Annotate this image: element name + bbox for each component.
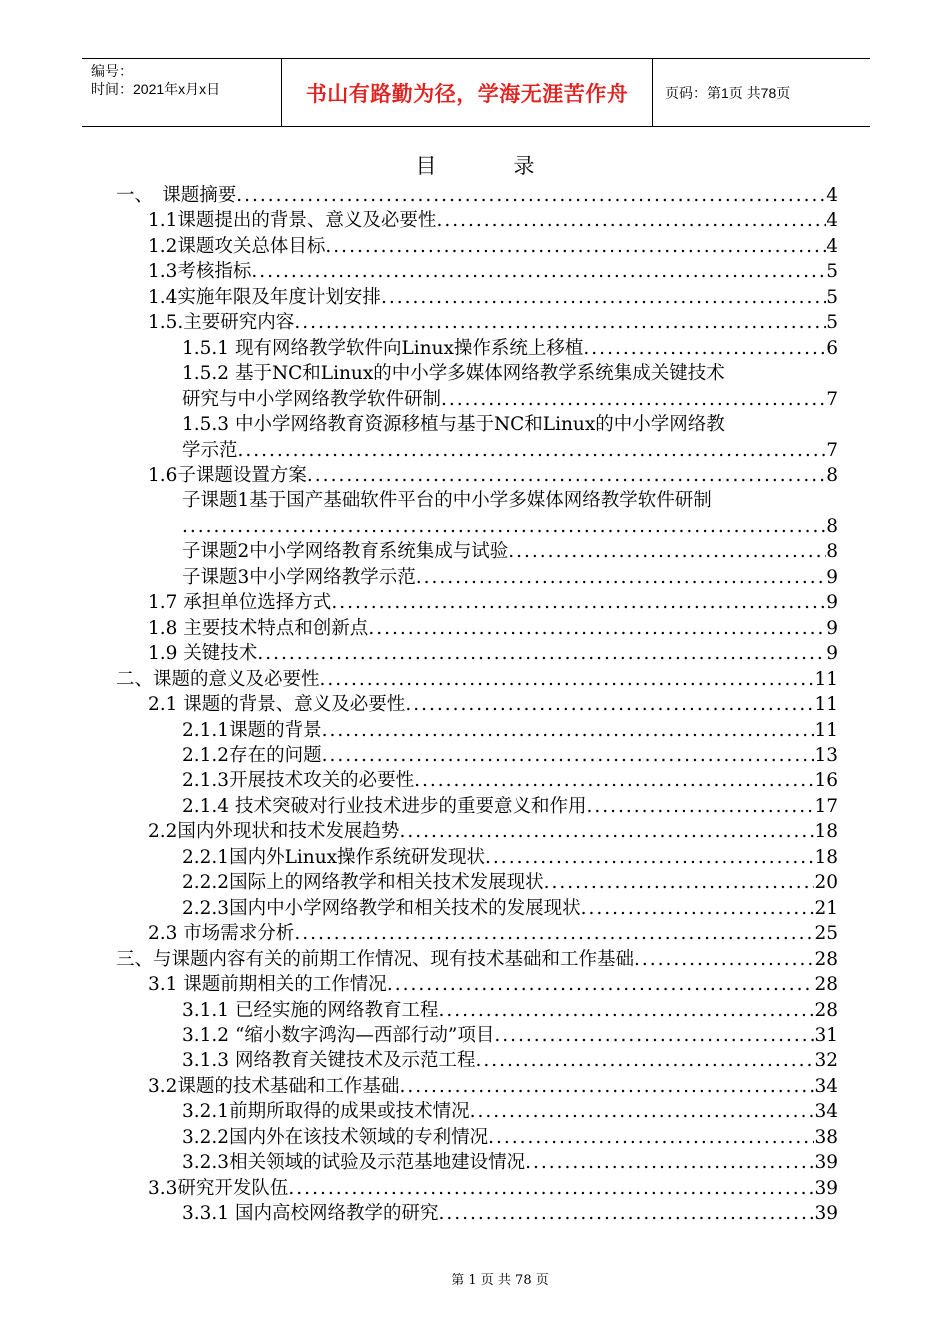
toc-entry[interactable] — [0, 768, 838, 793]
toc-entry[interactable] — [0, 743, 838, 768]
toc-page-number: 25 — [814, 923, 838, 945]
toc-leader-dots — [288, 1176, 814, 1201]
toc-entry[interactable] — [0, 845, 838, 870]
toc-entry[interactable] — [0, 641, 838, 666]
toc-leader-dots — [399, 819, 814, 844]
toc-entry[interactable] — [0, 921, 838, 946]
toc-entry[interactable] — [0, 1125, 838, 1150]
toc-leader-dots — [399, 1074, 814, 1099]
page-header — [82, 58, 870, 127]
toc-page-number: 39 — [814, 1177, 838, 1199]
toc-entry[interactable] — [0, 310, 838, 335]
toc-entry-title: 2.2.1国内外Linux操作系统研发现状 — [182, 846, 486, 868]
toc-page-number: 9 — [826, 566, 838, 588]
toc-page-number: 9 — [826, 617, 838, 639]
toc-entry-title: 2.1 课题的背景、意义及必要性 — [148, 694, 406, 716]
toc-entry-title: 子课题3中小学网络教学示范 — [182, 566, 416, 588]
toc-leader-dots — [182, 514, 826, 539]
toc-leader-dots — [586, 794, 814, 819]
toc-page-number: 31 — [814, 1024, 838, 1046]
toc-entry-title: 3.1 课题前期相关的工作情况 — [148, 974, 387, 996]
toc-page-number: 18 — [814, 846, 838, 868]
toc-entry-title: 1.1课题提出的背景、意义及必要性 — [148, 210, 437, 232]
toc-entry-title: 1.9 关键技术 — [148, 643, 258, 665]
toc-entry[interactable] — [0, 1176, 838, 1201]
toc-leader-dots — [525, 1150, 814, 1175]
toc-page-number: 5 — [826, 312, 838, 334]
toc-entry-title: 2.1.3开展技术攻关的必要性 — [182, 770, 415, 792]
toc-entry[interactable] — [0, 590, 838, 615]
toc-entry[interactable] — [0, 1150, 838, 1175]
header-page-code: 页码：第1页 共78页 — [665, 84, 791, 101]
toc-entry-title: 1.8 主要技术特点和创新点 — [148, 617, 369, 639]
toc-entry[interactable] — [0, 336, 838, 361]
toc-leader-dots — [508, 539, 826, 564]
toc-entry-title: 1.5.主要研究内容 — [148, 312, 295, 334]
toc-entry[interactable] — [0, 1074, 838, 1099]
toc-page-number: 18 — [814, 821, 838, 843]
toc-entry-title: 子课题2中小学网络教育系统集成与试验 — [182, 541, 509, 563]
toc-leader-dots — [387, 972, 815, 997]
page-footer: 第 1 页 共 78 页 — [451, 1273, 549, 1288]
toc-page-number: 4 — [826, 185, 838, 206]
toc-leader-dots — [416, 565, 826, 590]
toc-entry[interactable] — [0, 896, 838, 921]
toc-entry-line — [182, 412, 838, 437]
toc-entry[interactable] — [0, 794, 838, 819]
toc-entry-title: 3.2.2国内外在该技术领域的专利情况 — [182, 1126, 489, 1148]
toc-page-number: 5 — [826, 261, 838, 283]
toc-leader-dots — [238, 438, 827, 463]
toc-entry[interactable] — [0, 998, 838, 1023]
toc-entry-line — [182, 361, 838, 386]
toc-entry[interactable] — [0, 718, 838, 743]
toc-leader-dots — [436, 208, 826, 233]
toc-leader-dots — [441, 387, 826, 412]
toc-leader-dots — [320, 667, 815, 692]
toc-entry[interactable] — [0, 234, 838, 259]
toc-entry-title: 2.3 市场需求分析 — [148, 923, 295, 945]
toc-entry-title: 2.2国内外现状和技术发展趋势 — [148, 821, 400, 843]
toc-page-number: 34 — [814, 1075, 838, 1097]
toc-page-number: 8 — [826, 515, 838, 537]
toc-entry-title: 1.4实施年限及年度计划安排 — [148, 286, 381, 308]
toc-entry-title: 3.3研究开发队伍 — [148, 1177, 289, 1199]
toc-leader-dots — [414, 768, 814, 793]
toc-entry[interactable] — [0, 819, 838, 844]
toc-leader-dots — [294, 310, 826, 335]
toc-leader-dots — [438, 998, 814, 1023]
toc-entry-title: 2.2.2国际上的网络教学和相关技术发展现状 — [182, 872, 544, 894]
header-motto: 书山有路勤为径，学海无涯苦作舟 — [305, 81, 629, 106]
toc-entry[interactable] — [0, 870, 838, 895]
toc-entry[interactable] — [0, 692, 838, 717]
toc-leader-dots — [583, 336, 826, 361]
toc-page-number: 39 — [814, 1152, 838, 1174]
table-of-contents — [0, 183, 950, 1227]
toc-page-number: 21 — [814, 897, 838, 919]
toc-page-number: 38 — [814, 1126, 838, 1148]
toc-page-number: 39 — [814, 1203, 838, 1225]
toc-entry-title: 1.5.2 基于NC和Linux的中小学多媒体网络教学系统集成关键技术 — [182, 363, 725, 385]
toc-page-number: 11 — [814, 694, 838, 716]
toc-entry[interactable] — [0, 1048, 838, 1073]
toc-entry[interactable] — [0, 972, 838, 997]
toc-entry-title: 二、课题的意义及必要性 — [116, 668, 320, 690]
toc-leader-dots — [236, 183, 826, 208]
toc-leader-dots — [438, 1201, 814, 1226]
toc-leader-dots — [381, 285, 826, 310]
toc-entry-line — [182, 514, 838, 539]
toc-entry-title: 1.6子课题设置方案 — [148, 464, 307, 486]
toc-entry[interactable] — [0, 1099, 838, 1124]
toc-page-number: 11 — [814, 719, 838, 741]
toc-leader-dots — [581, 896, 815, 921]
toc-entry[interactable] — [0, 947, 838, 972]
toc-entry-title: 1.2课题攻关总体目标 — [148, 235, 326, 257]
toc-entry-title: 三、与课题内容有关的前期工作情况、现有技术基础和工作基础 — [116, 948, 635, 970]
toc-entry[interactable] — [0, 183, 838, 208]
header-motto-cell — [281, 59, 653, 126]
toc-leader-dots — [322, 718, 815, 743]
toc-entry[interactable] — [0, 463, 838, 488]
toc-page-number: 9 — [826, 643, 838, 665]
toc-leader-dots — [251, 259, 826, 284]
toc-page-number: 28 — [814, 974, 838, 996]
header-meta — [82, 59, 281, 126]
toc-leader-dots — [325, 234, 826, 259]
toc-leader-dots — [331, 590, 826, 615]
toc-entry-title: 1.5.1 现有网络教学软件向Linux操作系统上移植 — [182, 337, 584, 359]
toc-entry-title: 3.1.3 网络教育关键技术及示范工程 — [182, 1050, 476, 1072]
toc-page-number: 6 — [826, 337, 838, 359]
toc-entry-title: 3.2.3相关领域的试验及示范基地建设情况 — [182, 1152, 526, 1174]
toc-page-number: 16 — [814, 770, 838, 792]
toc-entry[interactable] — [0, 412, 838, 463]
toc-entry-title: 学示范 — [182, 439, 238, 461]
toc-leader-dots — [257, 641, 826, 666]
toc-entry-title: 3.2.1前期所取得的成果或技术情况 — [182, 1101, 470, 1123]
toc-entry[interactable] — [0, 539, 838, 564]
toc-page-number: 17 — [814, 795, 838, 817]
toc-entry[interactable] — [0, 616, 838, 641]
toc-entry[interactable] — [0, 667, 838, 692]
toc-entry[interactable] — [0, 488, 838, 539]
toc-page-number: 11 — [814, 668, 838, 690]
toc-page-number: 5 — [826, 286, 838, 308]
toc-leader-dots — [470, 1099, 815, 1124]
toc-entry-title: 3.1.1 已经实施的网络教育工程 — [182, 999, 439, 1021]
toc-page-number: 8 — [826, 541, 838, 563]
toc-leader-dots — [475, 1048, 814, 1073]
toc-entry-title: 3.3.1 国内高校网络教学的研究 — [182, 1203, 439, 1225]
toc-entry[interactable] — [0, 208, 838, 233]
toc-entry[interactable] — [0, 361, 838, 412]
toc-entry[interactable] — [0, 565, 838, 590]
toc-page-number: 34 — [814, 1101, 838, 1123]
toc-entry[interactable] — [0, 285, 838, 310]
toc-page-number: 4 — [826, 210, 838, 232]
toc-page-number: 20 — [814, 872, 838, 894]
toc-entry-line — [182, 438, 838, 463]
toc-page-number: 32 — [814, 1050, 838, 1072]
toc-leader-dots — [405, 692, 814, 717]
toc-leader-dots — [485, 845, 814, 870]
toc-entry-line — [182, 387, 838, 412]
toc-page-number: 13 — [814, 744, 838, 766]
toc-title: 目 录 — [415, 154, 563, 178]
toc-page-number: 4 — [826, 235, 838, 257]
toc-leader-dots — [544, 870, 815, 895]
toc-entry[interactable] — [0, 1201, 838, 1226]
toc-leader-dots — [488, 1125, 814, 1150]
toc-entry-line — [182, 488, 838, 513]
toc-page-number: 7 — [826, 388, 838, 410]
toc-entry-title: 2.1.2存在的问题 — [182, 744, 322, 766]
toc-entry-title: 子课题1基于国产基础软件平台的中小学多媒体网络教学软件研制 — [182, 490, 712, 512]
toc-leader-dots — [307, 463, 826, 488]
number-label: 编号： — [91, 63, 133, 79]
toc-entry-title: 3.1.2 “缩小数字鸿沟—西部行动”项目 — [182, 1024, 495, 1046]
toc-page-number: 28 — [814, 948, 838, 970]
toc-page-number: 8 — [826, 464, 838, 486]
toc-leader-dots — [494, 1023, 814, 1048]
toc-entry[interactable] — [0, 1023, 838, 1048]
toc-page-number: 28 — [814, 999, 838, 1021]
toc-entry-title: 2.2.3国内中小学网络教学和相关技术的发展现状 — [182, 897, 581, 919]
toc-entry-title: 一、 课题摘要 — [116, 185, 237, 206]
toc-entry-title: 3.2课题的技术基础和工作基础 — [148, 1075, 400, 1097]
toc-entry-title: 1.5.3 中小学网络教育资源移植与基于NC和Linux的中小学网络教 — [182, 414, 725, 436]
toc-page-number: 7 — [826, 439, 838, 461]
toc-leader-dots — [634, 947, 814, 972]
toc-leader-dots — [368, 616, 826, 641]
toc-entry[interactable] — [0, 259, 838, 284]
time-label: 时间：2021年x月x日 — [91, 81, 221, 97]
toc-entry-title: 1.7 承担单位选择方式 — [148, 592, 332, 614]
toc-entry-title: 2.1.1课题的背景 — [182, 719, 322, 741]
toc-entry-title: 研究与中小学网络教学软件研制 — [182, 388, 442, 410]
toc-entry-title: 1.3考核指标 — [148, 261, 252, 283]
toc-page-number: 9 — [826, 592, 838, 614]
toc-entry-title: 2.1.4 技术突破对行业技术进步的重要意义和作用 — [182, 795, 587, 817]
toc-leader-dots — [322, 743, 815, 768]
toc-leader-dots — [294, 921, 814, 946]
